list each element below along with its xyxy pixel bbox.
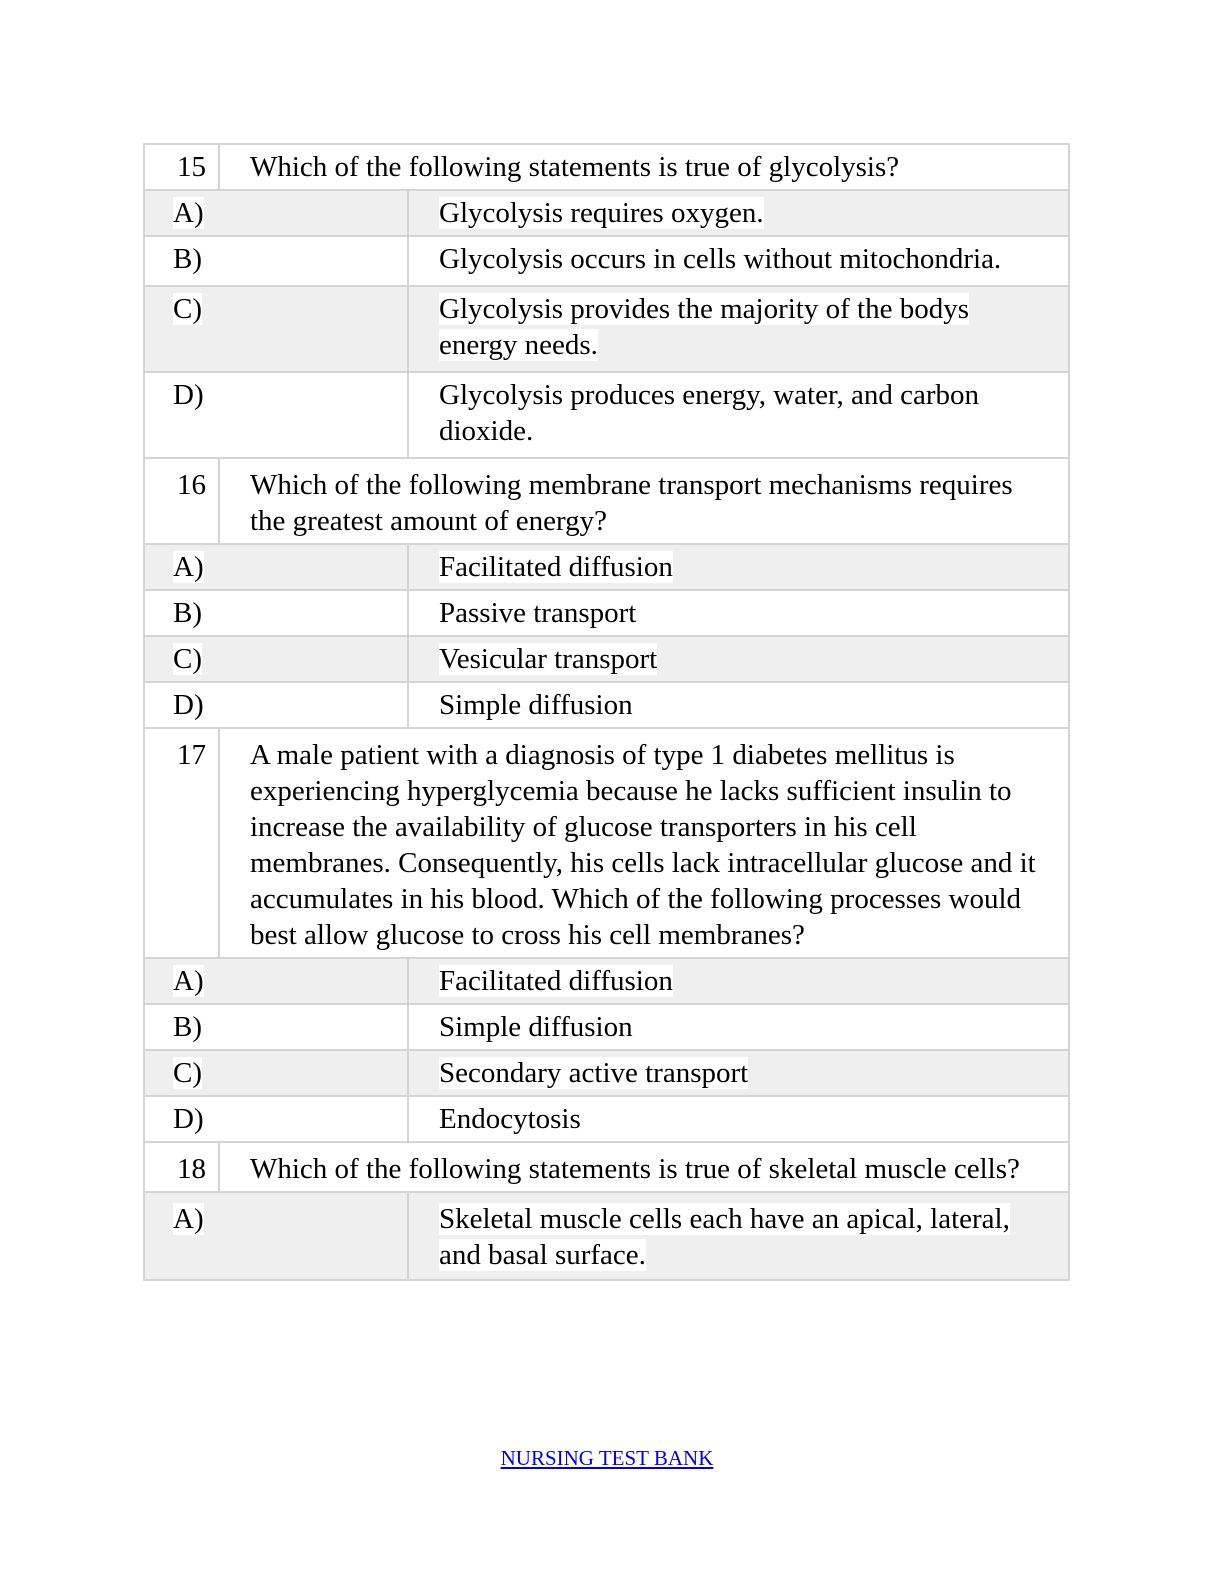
- option-letter: C): [173, 1057, 202, 1089]
- option-text: Simple diffusion: [439, 1011, 633, 1043]
- option-letter: A): [173, 197, 204, 229]
- option-letter: D): [173, 689, 204, 721]
- option-text: Secondary active transport: [439, 1057, 749, 1089]
- option-row: [144, 236, 1069, 286]
- option-text: Facilitated diffusion: [439, 551, 673, 583]
- option-text: Endocytosis: [439, 1103, 581, 1135]
- option-row: [144, 1192, 1069, 1280]
- option-letter: C): [173, 293, 202, 325]
- option-row: [144, 190, 1069, 236]
- option-letter: C): [173, 643, 202, 675]
- footer: [0, 1444, 1224, 1472]
- option-row: [144, 1004, 1069, 1050]
- option-row: [144, 590, 1069, 636]
- option-row: [144, 372, 1069, 458]
- option-letter: A): [173, 551, 204, 583]
- option-row: [144, 682, 1069, 728]
- question-text: A male patient with a diagnosis of type 1 diabetes mellitus is experiencing hyperglycemia because he lacks sufficient insulin to increase the availability of glucose transporters in his cell membranes. Consequently, his cells lack intracellular glucose and it accumulates in his blood. Which of the following processes would best allow glucose to cross his cell membranes?: [219, 728, 1069, 958]
- option-row: [144, 958, 1069, 1004]
- option-text: Glycolysis provides the majority of the bodys energy needs.: [439, 293, 969, 361]
- question-text: Which of the following membrane transport mechanisms requires the greatest amount of energy?: [219, 458, 1069, 544]
- option-row: [144, 636, 1069, 682]
- option-letter: A): [173, 1203, 204, 1235]
- option-row: [144, 286, 1069, 372]
- question-number: 18: [144, 1142, 219, 1192]
- question-number: 15: [144, 144, 219, 190]
- option-text: Passive transport: [439, 597, 637, 629]
- option-letter: A): [173, 965, 204, 997]
- option-row: [144, 1050, 1069, 1096]
- option-text: Facilitated diffusion: [439, 965, 673, 997]
- question-row-17: [144, 728, 1069, 958]
- question-row-15: [144, 144, 1069, 190]
- option-row: [144, 1096, 1069, 1142]
- option-letter: B): [173, 1011, 202, 1043]
- question-row-18: [144, 1142, 1069, 1192]
- option-letter: B): [173, 243, 202, 275]
- option-letter: D): [173, 379, 204, 411]
- option-text: Glycolysis produces energy, water, and carbon dioxide.: [439, 379, 979, 447]
- option-text: Glycolysis occurs in cells without mitochondria.: [439, 243, 1002, 275]
- question-text: Which of the following statements is true of skeletal muscle cells?: [219, 1142, 1069, 1192]
- option-text: Simple diffusion: [439, 689, 633, 721]
- option-text: Glycolysis requires oxygen.: [439, 197, 764, 229]
- question-row-16: [144, 458, 1069, 544]
- option-letter: B): [173, 597, 202, 629]
- option-row: [144, 544, 1069, 590]
- nursing-test-bank-link[interactable]: NURSING TEST BANK: [500, 1446, 714, 1470]
- option-text: Vesicular transport: [439, 643, 658, 675]
- question-number: 16: [144, 458, 219, 544]
- question-table: [143, 143, 1070, 1281]
- question-text: Which of the following statements is true of glycolysis?: [219, 144, 1069, 190]
- question-number: 17: [144, 728, 219, 958]
- option-text: Skeletal muscle cells each have an apical, lateral, and basal surface.: [439, 1203, 1010, 1271]
- option-letter: D): [173, 1103, 204, 1135]
